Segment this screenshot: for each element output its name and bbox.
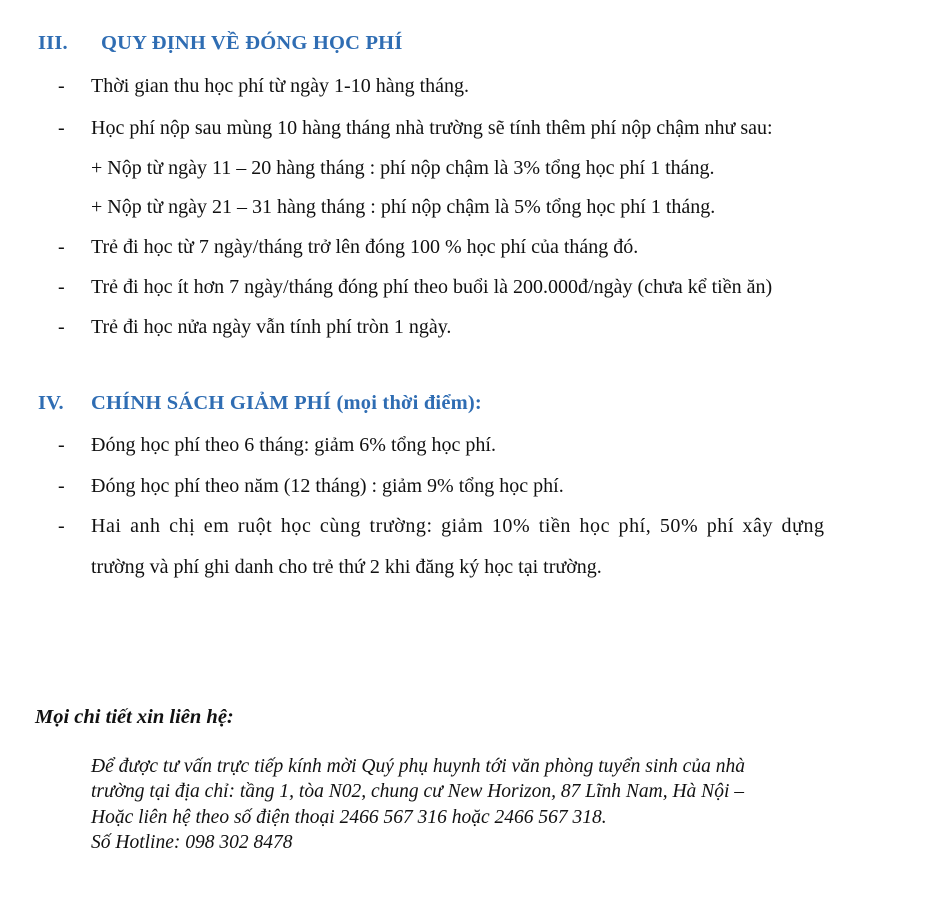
contact-phone-line: Hoặc liên hệ theo số điện thoại 2466 567 316 hoặc 2466 567 318.: [91, 807, 607, 828]
bullet-dash: -: [58, 236, 65, 258]
section-3-number: III.: [38, 32, 68, 54]
section-4-heading: [38, 392, 482, 415]
fee-collection-period: Thời gian thu học phí từ ngày 1-10 hàng tháng.: [91, 75, 470, 97]
contact-heading: Mọi chi tiết xin liên hệ:: [35, 706, 234, 728]
discount-12-months: Đóng học phí theo năm (12 tháng) : giảm 9% tổng học phí.: [91, 475, 564, 497]
sibling-discount-line-2: trường và phí ghi danh cho trẻ thứ 2 khi đăng ký học tại trường.: [91, 556, 602, 578]
section-4-title: CHÍNH SÁCH GIẢM PHÍ (mọi thời điểm):: [91, 392, 482, 414]
section-3-heading: [38, 32, 403, 55]
contact-line-2: trường tại địa chỉ: tầng 1, tòa N02, chung cư New Horizon, 87 Lĩnh Nam, Hà Nội –: [91, 781, 744, 802]
late-fee-tier-1: + Nộp từ ngày 11 – 20 hàng tháng : phí nộp chậm là 3% tổng học phí 1 tháng.: [91, 157, 715, 179]
sibling-discount-line-1: Hai anh chị em ruột học cùng trường: giảm 10% tiền học phí, 50% phí xây dựng: [91, 515, 825, 537]
late-fee-rule: Học phí nộp sau mùng 10 hàng tháng nhà trường sẽ tính thêm phí nộp chậm như sau:: [91, 117, 773, 139]
bullet-dash: -: [58, 515, 65, 537]
late-fee-tier-2: + Nộp từ ngày 21 – 31 hàng tháng : phí nộp chậm là 5% tổng học phí 1 tháng.: [91, 196, 716, 218]
per-session-fee-rule: Trẻ đi học ít hơn 7 ngày/tháng đóng phí theo buổi là 200.000đ/ngày (chưa kể tiền ăn): [91, 276, 773, 298]
bullet-dash: -: [58, 316, 65, 338]
bullet-dash: -: [58, 117, 65, 139]
half-day-fee-rule: Trẻ đi học nửa ngày vẫn tính phí tròn 1 ngày.: [91, 316, 452, 338]
bullet-dash: -: [58, 276, 65, 298]
bullet-dash: -: [58, 475, 65, 497]
bullet-dash: -: [58, 434, 65, 456]
contact-line-1: Để được tư vấn trực tiếp kính mời Quý phụ huynh tới văn phòng tuyển sinh của nhà: [91, 756, 745, 777]
contact-hotline: Số Hotline: 098 302 8478: [91, 832, 293, 853]
discount-6-months: Đóng học phí theo 6 tháng: giảm 6% tổng học phí.: [91, 434, 496, 456]
full-month-fee-rule: Trẻ đi học từ 7 ngày/tháng trở lên đóng 100 % học phí của tháng đó.: [91, 236, 639, 258]
section-3-title: QUY ĐỊNH VỀ ĐÓNG HỌC PHÍ: [101, 32, 403, 54]
section-4-number: IV.: [38, 392, 64, 414]
bullet-dash: -: [58, 75, 65, 97]
